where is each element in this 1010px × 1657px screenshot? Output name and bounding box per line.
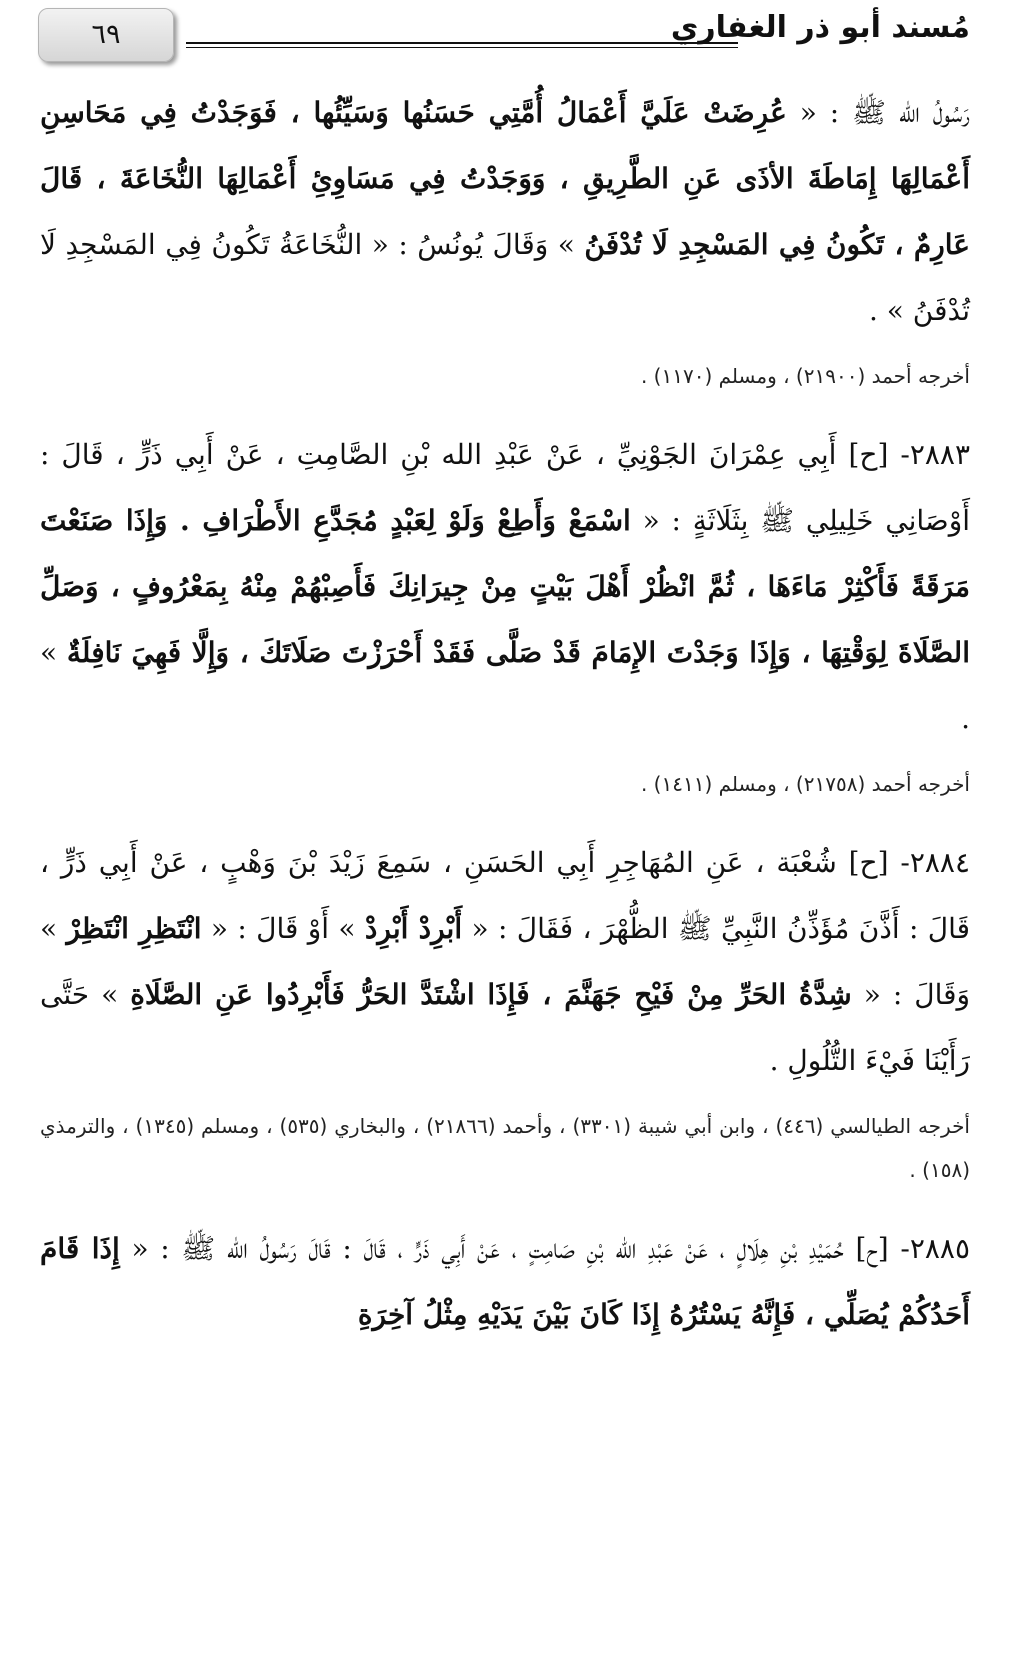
text-run: ٢٨٨٤- [ح] شُعْبَة ، عَنِ المُهَاجِرِ أَبِي الحَسَنِ ، سَمِعَ زَيْدَ بْنَ وَهْبٍ ، عَنْ أَبِي ذَرٍّ ، قَالَ : أَذَّنَ مُؤَذِّنُ النَّبِيِّ ﷺ الظُّهْرَ ، فَقَالَ : « — [40, 846, 970, 945]
running-title: مُسند أبو ذر الغفاري — [670, 10, 970, 45]
takhrij-note: أخرجه أحمد (٢١٩٠٠) ، ومسلم (١١٧٠) . — [640, 364, 970, 388]
text-run: ٢٨٨٣- [ح] أَبِي عِمْرَانَ الجَوْنِيِّ ، عَنْ عَبْدِ الله بْنِ الصَّامِتِ ، عَنْ أَبِي ذَرٍّ ، قَالَ : أَوْصَانِي خَلِيلِي ﷺ بِثَلَاثَةٍ : « — [40, 438, 970, 537]
text-run-bold: عُرِضَتْ عَلَيَّ أَعْمَالُ أُمَّتِي حَسَنُها وَسَيِّئُها ، فَوَجَدْتُ فِي مَحَاسِنِ أَعْمَالِهَا إِمَاطَةَ الأذَى عَنِ الطَّرِيقِ ، وَوَجَدْتُ فِي مَسَاوِئِ أَعْمَالِهَا النُّخَاعَةَ ، قَالَ عَارِمٌ ، تَكُونُ فِي المَسْجِدِ لَا تُدْفَنُ — [40, 96, 970, 261]
text-run: » وَقَالَ يُونُسُ : « النُّخَاعَةُ تَكُونُ فِي المَسْجِدِ لَا تُدْفَنُ » . — [40, 228, 970, 327]
text-run: » أَوْ قَالَ : « — [201, 912, 365, 945]
text-run-bold: إِذَا قَامَ أَحَدُكُمْ يُصَلِّي ، فَإِنَّهُ يَسْتُرُهُ إِذَا كَانَ بَيْنَ يَدَيْهِ مِثْلُ آخِرَةِ — [40, 1232, 970, 1331]
hadith-2884 — [40, 830, 970, 1094]
text-run: » وَقَالَ : « — [40, 912, 971, 1011]
text-run-bold: اسْمَعْ وَأَطِعْ وَلَوْ لِعَبْدٍ مُجَدَّعِ الأَطْرَافِ . وَإِذَا صَنَعْتَ مَرَقَةً فَأَكْثِرْ مَاءَهَا ، ثُمَّ انْظُرْ أَهْلَ بَيْتٍ مِنْ جِيرَانِكَ فَأَصِبْهُمْ مِنْهُ بِمَعْرُوفٍ ، وَصَلِّ الصَّلَاةَ لِوَقْتِهَا ، وَإِذَا وَجَدْتَ الإِمَامَ قَدْ صَلَّى فَقَدْ أَحْرَزْتَ صَلَاتَكَ ، وَإِلَّا فَهِيَ نَافِلَةٌ — [40, 504, 970, 669]
takhrij-note: أخرجه الطيالسي (٤٤٦) ، وابن أبي شيبة (٣٣٠١) ، وأحمد (٢١٨٦٦) ، والبخاري (٥٣٥) ، ومسلم (١٣٤٥) ، والترمذي (١٥٨) . — [40, 1114, 970, 1182]
page-number-badge — [38, 8, 174, 62]
page-number: ٦٩ — [91, 19, 121, 50]
text-run-bold: أَبْرِدْ أَبْرِدْ — [364, 912, 463, 945]
text-run: ٢٨٨٥- [ح] حُمَيْدِ بْنِ هِلَالٍ ، عَنْ عَبْدِ الله بْنِ صَامِتٍ ، عَنْ أَبِي ذَرٍّ ، قَالَ : قَالَ رَسُولُ الله ﷺ : « — [119, 1232, 970, 1265]
hadith-2883 — [40, 422, 970, 752]
page-header — [38, 8, 970, 64]
hadith-2882-continued — [40, 80, 970, 344]
takhrij-note: أخرجه أحمد (٢١٧٥٨) ، ومسلم (١٤١١) . — [640, 772, 970, 796]
text-run-bold: شِدَّةُ الحَرِّ مِنْ فَيْحِ جَهَنَّمَ ، فَإِذَا اشْتَدَّ الحَرُّ فَأَبْرِدُوا عَنِ الصَّلَاةِ — [130, 978, 852, 1011]
text-run-bold: انْتَظِرِ انْتَظِرْ — [66, 912, 202, 945]
text-run: رَسُولُ الله ﷺ : « — [786, 96, 971, 129]
page-body — [40, 80, 970, 1348]
header-rule — [186, 42, 738, 48]
text-run: » حَتَّى رَأَيْنَا فَيْءَ التُّلُولِ . — [40, 978, 970, 1077]
hadith-2885 — [40, 1216, 970, 1348]
text-run: » . — [40, 636, 970, 735]
